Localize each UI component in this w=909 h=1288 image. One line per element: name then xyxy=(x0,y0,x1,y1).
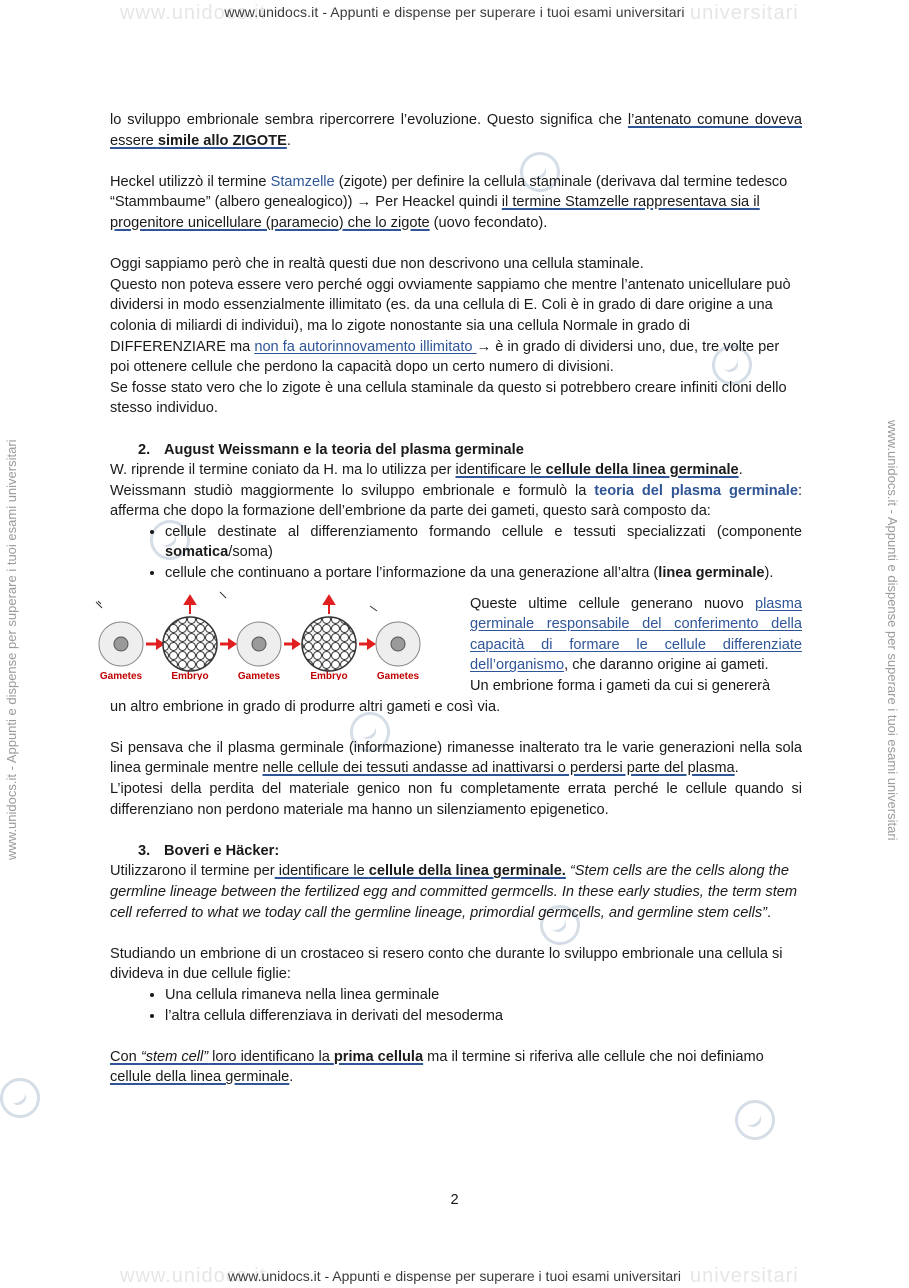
side-watermark-left: www.unidocs.it - Appunti e dispense per superare i tuoi esami universitari xyxy=(4,439,19,860)
page-number: 2 xyxy=(450,1192,459,1208)
underlined-phrase: l’antenato comune doveva essere simile allo ZIGOTE xyxy=(110,112,802,149)
figure-caption-text: Queste ultime cellule generano nuovo plasma germinale responsabile del conferimento della capacità di formare le cellule differenziate dell’organismo, che daranno origine ai gameti. Un embrione forma i gameti da cui si genererà xyxy=(470,595,802,695)
figure-label: Gametes xyxy=(376,670,420,680)
paragraph-weissmann: W. riprende il termine coniato da H. ma lo utilizza per identificare le cellule della linea germinale. Weissmann studiò maggiormente lo sviluppo embrionale e formulò la teoria del plasma germinale: afferma che dopo la formazione dell’embrione da parte dei gameti, questo sarà composto da: xyxy=(110,462,802,520)
term-stamzelle: Stamzelle xyxy=(270,173,335,190)
header-watermark-ghost-right: universitari xyxy=(690,2,799,24)
list-item: • l’altra cellula differenziava in derivati del mesoderma xyxy=(165,1006,802,1027)
underlined-phrase: identificare le cellule della linea germinale. xyxy=(274,863,566,880)
paragraph-evolution: lo sviluppo embrionale sembra ripercorrere l’evoluzione. Questo significa che l’antenato comune doveva essere simile allo ZIGOTE. xyxy=(110,112,802,149)
header-watermark: www.unidocs.it - Appunti e dispense per superare i tuoi esami universitari xyxy=(224,4,685,20)
logo-watermark-icon xyxy=(0,1070,48,1126)
figure-label: Gametes xyxy=(99,670,143,680)
footer-watermark-ghost-right: universitari xyxy=(690,1265,799,1287)
section-heading-weissmann: 2. August Weissmann e la teoria del plasma germinale xyxy=(138,441,524,458)
figure-label: Embryo xyxy=(310,670,348,680)
underlined-phrase: nelle cellule dei tessuti andasse ad inattivarsi o perdersi parte del plasma xyxy=(262,760,735,777)
paragraph-conclusione: Con “stem cell” loro identificano la prima cellula ma il termine si riferiva alle cellule che noi definiamo cellule della linea germinale. xyxy=(110,1048,764,1086)
weissmann-bullet-list xyxy=(110,522,802,584)
paragraph-today: Oggi sappiamo però che in realtà questi due non descrivono una cellula staminale. Questo non poteva essere vero perché oggi ovviamente sappiamo che mentre l’antenato unicellulare può dividersi in modo essenzialmente illimitato (es. da una cellula di E. Coli è in grado di dare origine a una colonia di miliardi di individui), ma lo zigote nonostante sia una cellula Normale in grado di DIFFERENZIARE ma non fa autorinnovamento illimitato → è in grado di dividersi uno, due, tre volte per poi ottenere cellule che perdono la capacità dopo un certo numero di divisioni. Se fosse stato vero che lo zigote è una cellula staminale da questo si potrebbero creare infiniti cloni dello stesso individuo. xyxy=(110,256,791,417)
germline-cycle-figure xyxy=(88,588,438,680)
underlined-phrase: cellule della linea germinale xyxy=(110,1069,290,1086)
paragraph-crostaceo: Studiando un embrione di un crostaceo si resero conto che durante lo sviluppo embrionale una cellula si divideva in due cellule figlie: xyxy=(110,945,783,983)
paragraph-plasma-inalterato: Si pensava che il plasma germinale (informazione) rimanesse inalterato tra le varie generazioni nella sola linea germinale mentre nelle cellule dei tessuti andasse ad inattivarsi o perdersi parte del plasma. L’ipotesi della perdita del materiale genico non fu completamente errata perché le cellule quando si differenziano non perdono materiale ma hanno un silenziamento epigenetico. xyxy=(110,739,802,818)
underlined-phrase: identificare le cellule della linea germinale xyxy=(455,462,739,479)
list-item: • cellule destinate al differenziamento formando cellule e tessuti specializzati (componente somatica/soma) xyxy=(165,522,802,563)
header-watermark-ghost-left: www.unidocs.it xyxy=(120,2,267,24)
paragraph-heckel: Heckel utilizzò il termine Stamzelle (zigote) per definire la cellula staminale (derivava dal termine tedesco “Stammbaume” (albero genealogico)) → Per Heackel quindi il termine Stamzelle rappresentava sia il progenitore unicellulare (paramecio) che lo zigote (uovo fecondato). xyxy=(110,173,788,231)
side-watermark-right: www.unidocs.it - Appunti e dispense per superare i tuoi esami universitari xyxy=(885,420,900,841)
crostaceo-bullet-list xyxy=(110,985,802,1026)
term-teoria-plasma: teoria del plasma germinale xyxy=(594,482,798,499)
figure-label: Embryo xyxy=(171,670,209,680)
paragraph-boveri: Utilizzarono il termine per identificare le cellule della linea germinale. “Stem cells are the cells along the germline lineage between the fertilized egg and committed germcells. In these early studies, the term stem cell referred to what we today call the germline lineage, primordial germcells, and germline stem cells”. xyxy=(110,863,798,921)
list-item: • cellule che continuano a portare l’informazione da una generazione all’altra (linea germinale). xyxy=(165,563,802,584)
figure-label: Gametes xyxy=(237,670,281,680)
document-body xyxy=(99,110,802,1088)
section-heading-boveri: 3. Boveri e Häcker: xyxy=(138,842,280,859)
link-plasma-germinale: plasma germinale responsabile del conferimento della capacità di formare le cellule differenziate dell’organismo xyxy=(470,595,802,674)
paragraph-embrione-cont: un altro embrione in grado di produrre altri gameti e così via. xyxy=(110,698,501,715)
footer-watermark-ghost-left: www.unidocs.it xyxy=(120,1265,267,1287)
footer-watermark: www.unidocs.it - Appunti e dispense per superare i tuoi esami universitari xyxy=(228,1268,681,1284)
underlined-phrase: il termine Stamzelle rappresentava sia il progenitore unicellulare (paramecio) che lo zigote xyxy=(110,194,760,231)
figure-row xyxy=(99,594,802,697)
list-item: • Una cellula rimaneva nella linea germinale xyxy=(165,985,802,1006)
logo-watermark-icon xyxy=(727,1092,783,1148)
link-autorinnovamento: non fa autorinnovamento illimitato xyxy=(254,338,477,355)
underlined-phrase: loro identificano la prima cellula xyxy=(208,1048,424,1065)
